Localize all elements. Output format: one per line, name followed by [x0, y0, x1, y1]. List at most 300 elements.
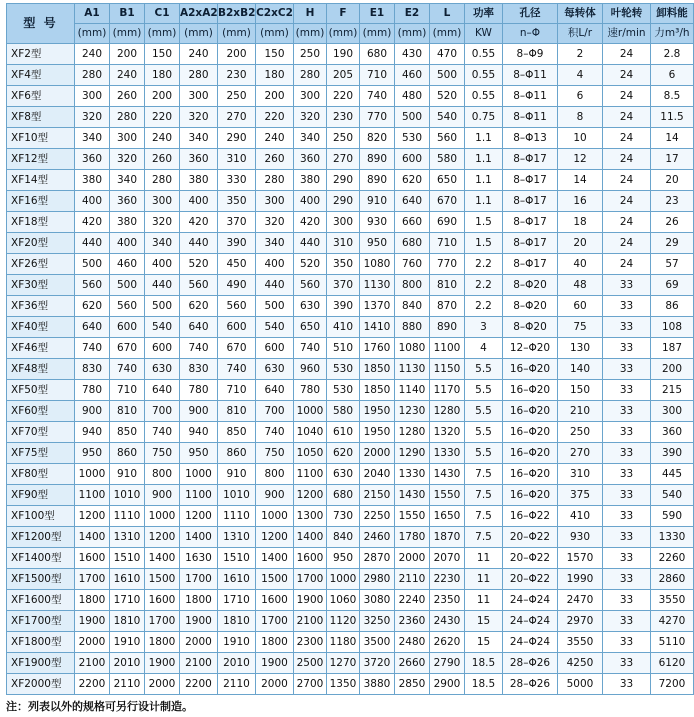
table-cell: 360	[651, 422, 694, 443]
table-cell: 930	[360, 212, 395, 233]
table-cell: 2100	[75, 653, 110, 674]
table-cell: 610	[327, 422, 360, 443]
table-cell: 440	[75, 233, 110, 254]
table-cell: 430	[395, 44, 430, 65]
table-cell: 910	[110, 464, 145, 485]
table-cell: 108	[651, 317, 694, 338]
column-header-a2: A2xA2	[180, 4, 218, 24]
table-cell: 310	[327, 233, 360, 254]
table-cell: 3500	[360, 632, 395, 653]
table-cell: 215	[651, 380, 694, 401]
table-cell: 24	[603, 170, 651, 191]
table-cell: 230	[218, 65, 256, 86]
model-cell: XF70型	[7, 422, 75, 443]
table-cell: 1010	[218, 485, 256, 506]
table-cell: 187	[651, 338, 694, 359]
table-cell: 580	[327, 401, 360, 422]
table-cell: 780	[294, 380, 327, 401]
table-cell: 380	[110, 212, 145, 233]
table-cell: 2150	[360, 485, 395, 506]
table-cell: 24–Φ24	[503, 632, 558, 653]
table-cell: 490	[218, 275, 256, 296]
model-cell: XF1200型	[7, 527, 75, 548]
table-cell: 7.5	[465, 464, 503, 485]
table-row	[7, 380, 694, 401]
table-cell: 620	[75, 296, 110, 317]
table-cell: 33	[603, 401, 651, 422]
table-cell: 420	[75, 212, 110, 233]
table-cell: 240	[256, 128, 294, 149]
table-cell: 910	[218, 464, 256, 485]
table-row	[7, 170, 694, 191]
table-cell: 33	[603, 506, 651, 527]
table-cell: 33	[603, 632, 651, 653]
table-row	[7, 212, 694, 233]
table-cell: 33	[603, 464, 651, 485]
table-cell: 340	[110, 170, 145, 191]
model-cell: XF60型	[7, 401, 75, 422]
table-cell: 520	[294, 254, 327, 275]
table-cell: 33	[603, 548, 651, 569]
table-cell: 1900	[180, 611, 218, 632]
table-cell: 200	[110, 44, 145, 65]
table-cell: 1150	[430, 359, 465, 380]
table-cell: 740	[110, 359, 145, 380]
table-cell: 3	[465, 317, 503, 338]
unit-capacity: 力m³/h	[651, 24, 694, 44]
table-cell: 950	[180, 443, 218, 464]
table-cell: 620	[180, 296, 218, 317]
table-cell: 2000	[256, 674, 294, 695]
table-cell: 2260	[651, 548, 694, 569]
table-cell: 1400	[256, 548, 294, 569]
table-cell: 220	[145, 107, 180, 128]
table-cell: 450	[218, 254, 256, 275]
table-cell: 2000	[145, 674, 180, 695]
table-cell: 24	[603, 149, 651, 170]
model-cell: XF18型	[7, 212, 75, 233]
table-row	[7, 254, 694, 275]
table-cell: 220	[256, 107, 294, 128]
table-cell: 880	[395, 317, 430, 338]
model-cell: XF14型	[7, 170, 75, 191]
table-cell: 1810	[110, 611, 145, 632]
table-cell: 24	[603, 107, 651, 128]
table-cell: 8–Φ17	[503, 233, 558, 254]
column-header-b1: B1	[110, 4, 145, 24]
column-header-c1: C1	[145, 4, 180, 24]
table-cell: 1010	[110, 485, 145, 506]
table-cell: 33	[603, 611, 651, 632]
table-cell: 7.5	[465, 527, 503, 548]
table-cell: 390	[218, 233, 256, 254]
table-cell: 7200	[651, 674, 694, 695]
table-cell: 60	[558, 296, 603, 317]
table-cell: 2460	[360, 527, 395, 548]
table-cell: 5110	[651, 632, 694, 653]
table-row	[7, 65, 694, 86]
table-cell: 23	[651, 191, 694, 212]
table-cell: 840	[395, 296, 430, 317]
table-cell: 1200	[75, 506, 110, 527]
table-cell: 350	[327, 254, 360, 275]
table-cell: 900	[180, 401, 218, 422]
table-cell: 1400	[75, 527, 110, 548]
table-cell: 1200	[145, 527, 180, 548]
table-cell: 850	[110, 422, 145, 443]
table-cell: 33	[603, 422, 651, 443]
table-cell: 710	[110, 380, 145, 401]
table-cell: 630	[294, 296, 327, 317]
table-cell: 2620	[430, 632, 465, 653]
table-cell: 2110	[110, 674, 145, 695]
table-cell: 290	[327, 191, 360, 212]
table-cell: 1080	[395, 338, 430, 359]
table-row	[7, 527, 694, 548]
table-cell: 1950	[360, 401, 395, 422]
table-cell: 150	[558, 380, 603, 401]
table-cell: 940	[180, 422, 218, 443]
table-cell: 8–Φ20	[503, 275, 558, 296]
table-cell: 1100	[180, 485, 218, 506]
table-cell: 2230	[430, 569, 465, 590]
table-body	[7, 44, 694, 695]
table-cell: 1.1	[465, 128, 503, 149]
table-cell: 850	[218, 422, 256, 443]
table-cell: 620	[327, 443, 360, 464]
column-header-h: H	[294, 4, 327, 24]
table-cell: 2790	[430, 653, 465, 674]
table-cell: 48	[558, 275, 603, 296]
table-cell: 24–Φ24	[503, 611, 558, 632]
table-cell: 1810	[218, 611, 256, 632]
table-cell: 580	[430, 149, 465, 170]
table-cell: 1700	[180, 569, 218, 590]
table-cell: 500	[145, 296, 180, 317]
table-cell: 560	[75, 275, 110, 296]
model-cell: XF75型	[7, 443, 75, 464]
table-cell: 310	[558, 464, 603, 485]
table-cell: 2000	[75, 632, 110, 653]
unit-speed: 速r/min	[603, 24, 651, 44]
table-cell: 600	[145, 338, 180, 359]
table-cell: 1600	[75, 548, 110, 569]
table-cell: 440	[180, 233, 218, 254]
table-cell: 380	[75, 170, 110, 191]
table-cell: 1550	[430, 485, 465, 506]
unit-c1: (mm)	[145, 24, 180, 44]
table-cell: 2980	[360, 569, 395, 590]
table-cell: 2.2	[465, 296, 503, 317]
table-cell: 340	[180, 128, 218, 149]
spec-table	[6, 3, 694, 695]
table-cell: 280	[256, 170, 294, 191]
table-cell: 375	[558, 485, 603, 506]
model-cell: XF1900型	[7, 653, 75, 674]
table-cell: 200	[218, 44, 256, 65]
table-cell: 240	[110, 65, 145, 86]
table-cell: 33	[603, 443, 651, 464]
table-cell: 510	[327, 338, 360, 359]
table-cell: 1180	[327, 632, 360, 653]
table-cell: 800	[145, 464, 180, 485]
model-cell: XF16型	[7, 191, 75, 212]
table-row	[7, 338, 694, 359]
table-cell: 540	[256, 317, 294, 338]
table-cell: 1320	[430, 422, 465, 443]
table-cell: 8.5	[651, 86, 694, 107]
table-cell: 800	[395, 275, 430, 296]
table-cell: 2040	[360, 464, 395, 485]
column-header-speed: 叶轮转	[603, 4, 651, 24]
table-cell: 33	[603, 590, 651, 611]
table-cell: 1800	[145, 632, 180, 653]
table-row	[7, 86, 694, 107]
table-cell: 700	[256, 401, 294, 422]
table-row	[7, 401, 694, 422]
table-cell: 320	[180, 107, 218, 128]
unit-f: (mm)	[327, 24, 360, 44]
table-cell: 33	[603, 359, 651, 380]
table-cell: 380	[294, 170, 327, 191]
table-cell: 300	[294, 86, 327, 107]
table-cell: 2480	[395, 632, 430, 653]
table-cell: 1170	[430, 380, 465, 401]
table-cell: 5.5	[465, 422, 503, 443]
table-cell: 1900	[145, 653, 180, 674]
unit-e1: (mm)	[360, 24, 395, 44]
table-cell: 1600	[294, 548, 327, 569]
table-cell: 1000	[180, 464, 218, 485]
table-cell: 3880	[360, 674, 395, 695]
table-cell: 780	[180, 380, 218, 401]
table-cell: 0.55	[465, 44, 503, 65]
table-cell: 10	[558, 128, 603, 149]
column-header-volume: 每转体	[558, 4, 603, 24]
table-cell: 310	[218, 149, 256, 170]
table-cell: 560	[294, 275, 327, 296]
table-cell: 240	[75, 44, 110, 65]
table-cell: 33	[603, 569, 651, 590]
table-cell: 1310	[110, 527, 145, 548]
table-cell: 1400	[145, 548, 180, 569]
footnote: 注：列表以外的规格可另行设计制造。	[6, 700, 193, 713]
table-cell: 1610	[218, 569, 256, 590]
table-cell: 400	[294, 191, 327, 212]
table-row	[7, 107, 694, 128]
table-cell: 950	[327, 548, 360, 569]
table-cell: 2.2	[465, 254, 503, 275]
table-cell: 710	[430, 233, 465, 254]
table-cell: 6	[558, 86, 603, 107]
table-cell: 24	[603, 65, 651, 86]
table-cell: 220	[327, 86, 360, 107]
table-cell: 16–Φ20	[503, 422, 558, 443]
table-cell: 630	[256, 359, 294, 380]
table-cell: 670	[218, 338, 256, 359]
table-cell: 640	[256, 380, 294, 401]
table-cell: 690	[430, 212, 465, 233]
table-cell: 1780	[395, 527, 430, 548]
table-cell: 640	[395, 191, 430, 212]
table-cell: 3720	[360, 653, 395, 674]
table-cell: 29	[651, 233, 694, 254]
table-cell: 2850	[395, 674, 430, 695]
table-cell: 540	[651, 485, 694, 506]
table-cell: 1350	[327, 674, 360, 695]
table-cell: 280	[75, 65, 110, 86]
table-cell: 900	[145, 485, 180, 506]
table-cell: 590	[651, 506, 694, 527]
table-cell: 16–Φ20	[503, 359, 558, 380]
table-cell: 400	[256, 254, 294, 275]
table-cell: 640	[145, 380, 180, 401]
table-cell: 860	[218, 443, 256, 464]
table-cell: 320	[294, 107, 327, 128]
table-row	[7, 674, 694, 695]
table-row	[7, 44, 694, 65]
table-cell: 445	[651, 464, 694, 485]
table-row	[7, 569, 694, 590]
table-cell: 33	[603, 317, 651, 338]
table-cell: 600	[395, 149, 430, 170]
table-cell: 2300	[294, 632, 327, 653]
table-row	[7, 128, 694, 149]
table-cell: 360	[294, 149, 327, 170]
table-cell: 630	[327, 464, 360, 485]
table-cell: 1400	[180, 527, 218, 548]
table-cell: 370	[218, 212, 256, 233]
table-cell: 190	[327, 44, 360, 65]
table-cell: 560	[430, 128, 465, 149]
column-header-f: F	[327, 4, 360, 24]
table-cell: 930	[558, 527, 603, 548]
table-cell: 1550	[395, 506, 430, 527]
table-cell: 16–Φ20	[503, 401, 558, 422]
table-cell: 2010	[110, 653, 145, 674]
model-cell: XF26型	[7, 254, 75, 275]
model-cell: XF50型	[7, 380, 75, 401]
table-cell: 640	[180, 317, 218, 338]
table-cell: 740	[145, 422, 180, 443]
table-cell: 8–Φ20	[503, 317, 558, 338]
table-cell: 24	[603, 191, 651, 212]
table-cell: 300	[651, 401, 694, 422]
table-cell: 24–Φ24	[503, 590, 558, 611]
table-cell: 360	[180, 149, 218, 170]
model-cell: XF80型	[7, 464, 75, 485]
table-cell: 740	[256, 422, 294, 443]
table-cell: 33	[603, 296, 651, 317]
table-cell: 1230	[395, 401, 430, 422]
header-row-bottom	[7, 24, 694, 44]
table-cell: 2070	[430, 548, 465, 569]
table-cell: 600	[110, 317, 145, 338]
table-cell: 0.55	[465, 65, 503, 86]
table-cell: 1800	[256, 632, 294, 653]
table-cell: 150	[145, 44, 180, 65]
table-cell: 1.5	[465, 212, 503, 233]
table-cell: 1110	[218, 506, 256, 527]
table-cell: 8–Φ11	[503, 65, 558, 86]
table-cell: 8–Φ17	[503, 170, 558, 191]
table-cell: 40	[558, 254, 603, 275]
unit-e2: (mm)	[395, 24, 430, 44]
table-cell: 770	[360, 107, 395, 128]
model-cell: XF48型	[7, 359, 75, 380]
table-cell: 740	[218, 359, 256, 380]
table-cell: 2.2	[465, 275, 503, 296]
table-cell: 280	[145, 170, 180, 191]
table-cell: 400	[110, 233, 145, 254]
table-cell: 200	[651, 359, 694, 380]
table-cell: 6120	[651, 653, 694, 674]
table-cell: 20–Φ22	[503, 527, 558, 548]
table-cell: 1.1	[465, 191, 503, 212]
table-cell: 7.5	[465, 485, 503, 506]
table-cell: 250	[558, 422, 603, 443]
column-header-c2: C2xC2	[256, 4, 294, 24]
column-header-e2: E2	[395, 4, 430, 24]
table-cell: 1280	[395, 422, 430, 443]
table-cell: 680	[327, 485, 360, 506]
table-cell: 2350	[430, 590, 465, 611]
table-cell: 320	[110, 149, 145, 170]
table-cell: 960	[294, 359, 327, 380]
table-cell: 15	[465, 632, 503, 653]
table-cell: 5.5	[465, 401, 503, 422]
table-cell: 15	[465, 611, 503, 632]
table-cell: 26	[651, 212, 694, 233]
table-cell: 420	[294, 212, 327, 233]
table-cell: 2000	[360, 443, 395, 464]
table-cell: 910	[360, 191, 395, 212]
table-cell: 2	[558, 44, 603, 65]
unit-power: KW	[465, 24, 503, 44]
table-cell: 540	[145, 317, 180, 338]
table-cell: 300	[256, 191, 294, 212]
table-cell: 2470	[558, 590, 603, 611]
model-cell: XF90型	[7, 485, 75, 506]
table-cell: 8	[558, 107, 603, 128]
model-cell: XF6型	[7, 86, 75, 107]
table-cell: 200	[256, 86, 294, 107]
table-cell: 500	[75, 254, 110, 275]
model-cell: XF1700型	[7, 611, 75, 632]
table-cell: 480	[395, 86, 430, 107]
table-cell: 33	[603, 653, 651, 674]
table-row	[7, 191, 694, 212]
table-cell: 810	[430, 275, 465, 296]
table-cell: 210	[558, 401, 603, 422]
table-cell: 17	[651, 149, 694, 170]
table-cell: 2700	[294, 674, 327, 695]
table-cell: 360	[110, 191, 145, 212]
table-cell: 500	[256, 296, 294, 317]
table-cell: 1910	[218, 632, 256, 653]
table-cell: 950	[75, 443, 110, 464]
table-cell: 2250	[360, 506, 395, 527]
table-cell: 250	[327, 128, 360, 149]
table-cell: 2000	[180, 632, 218, 653]
table-cell: 33	[603, 380, 651, 401]
table-cell: 8–Φ13	[503, 128, 558, 149]
table-cell: 1510	[110, 548, 145, 569]
table-cell: 1200	[180, 506, 218, 527]
table-cell: 2200	[180, 674, 218, 695]
table-cell: 8–Φ17	[503, 212, 558, 233]
model-cell: XF36型	[7, 296, 75, 317]
